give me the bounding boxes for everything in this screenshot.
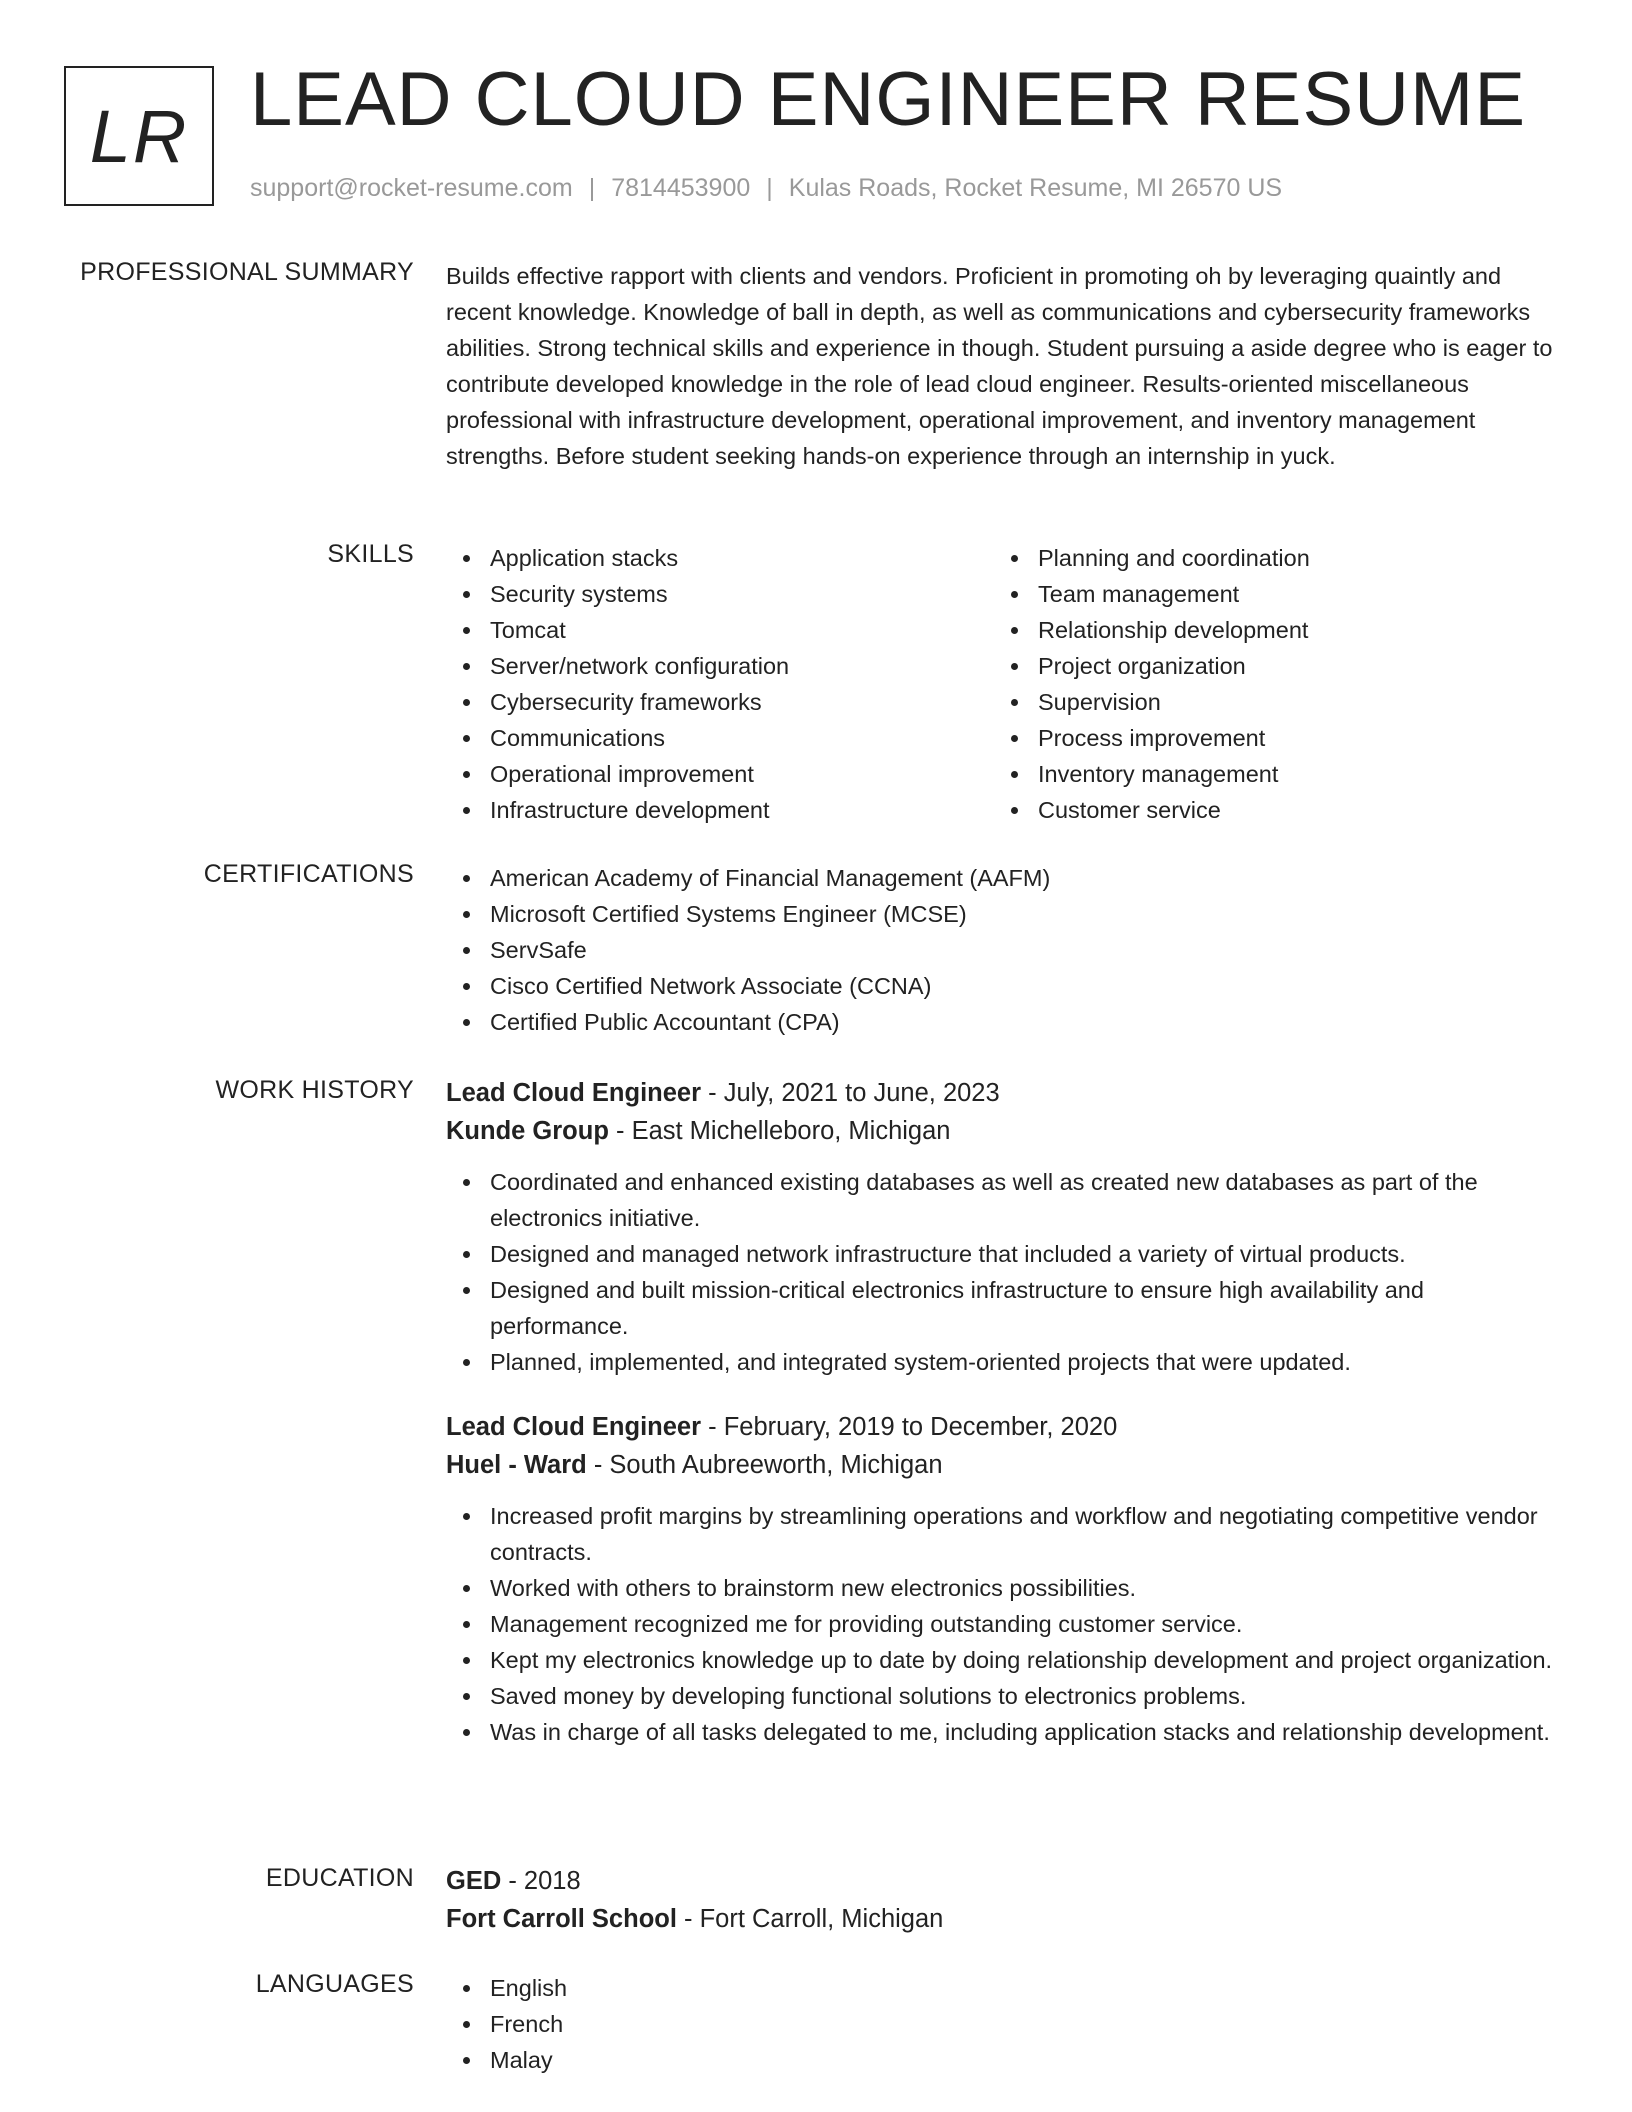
contact-separator: | — [588, 174, 596, 202]
summary-text: Builds effective rapport with clients and vendors. Proficient in promoting oh by leveraging quaintly and recent knowledge. Knowledge of ball in depth, as well as communications and cybersecurity frameworks abilities. Strong technical skills and experience in though. Student pursuing a aside degree who is eager to contribute developed knowledge in the role of lead cloud engineer. Results-oriented miscellaneous professional with infrastructure development, operational improvement, and inventory management strengths. Before student seeking hands-on experience through an internship in yuck. — [446, 263, 1553, 469]
job-duty-item: Kept my electronics knowledge up to date by doing relationship development and project organization. — [446, 1642, 1556, 1678]
skills-heading: SKILLS — [327, 540, 414, 568]
certification-item: Certified Public Accountant (CPA) — [446, 1004, 1556, 1040]
job-duty-item: Designed and managed network infrastructure that included a variety of virtual products. — [446, 1236, 1556, 1272]
skills-column-right — [994, 540, 1542, 828]
languages-body — [446, 1970, 1556, 2078]
language-item: French — [446, 2006, 1556, 2042]
job-duty-item: Saved money by developing functional solutions to electronics problems. — [446, 1678, 1556, 1714]
contact-separator: | — [766, 174, 773, 202]
summary-heading: PROFESSIONAL SUMMARY — [80, 258, 414, 286]
job-duty-item: Management recognized me for providing outstanding customer service. — [446, 1606, 1556, 1642]
work-history-body — [446, 1074, 1556, 1778]
page-title: LEAD CLOUD ENGINEER RESUME — [250, 57, 1527, 142]
job-location: - South Aubreeworth, Michigan — [586, 1451, 943, 1479]
skill-item: Application stacks — [446, 540, 994, 576]
languages-list — [446, 1970, 1556, 2078]
skill-item: Server/network configuration — [446, 648, 994, 684]
skill-item: Customer service — [994, 792, 1542, 828]
work-history-heading: WORK HISTORY — [215, 1076, 414, 1104]
certification-item: ServSafe — [446, 932, 1556, 968]
job-company-line — [446, 1446, 1556, 1484]
job-company: Kunde Group — [446, 1117, 609, 1145]
skill-item: Operational improvement — [446, 756, 994, 792]
skill-item: Supervision — [994, 684, 1542, 720]
skill-item: Team management — [994, 576, 1542, 612]
skill-item: Security systems — [446, 576, 994, 612]
language-item: Malay — [446, 2042, 1556, 2078]
education-body — [446, 1862, 1556, 1938]
job-duty-item: Was in charge of all tasks delegated to me, including application stacks and relationship development. — [446, 1714, 1556, 1750]
job-entry — [446, 1074, 1556, 1380]
certification-item: Cisco Certified Network Associate (CCNA) — [446, 968, 1556, 1004]
certification-item: Microsoft Certified Systems Engineer (MCSE) — [446, 896, 1556, 932]
job-company: Huel - Ward — [446, 1451, 587, 1479]
languages-heading: LANGUAGES — [255, 1970, 414, 1998]
education-school-line — [446, 1900, 1556, 1938]
contact-email[interactable]: support@rocket-resume.com — [250, 174, 573, 202]
skill-item: Relationship development — [994, 612, 1542, 648]
skill-item: Infrastructure development — [446, 792, 994, 828]
job-duty-item: Coordinated and enhanced existing databases as well as created new databases as part of the electronics initiative. — [446, 1164, 1556, 1236]
contact-line — [250, 174, 1282, 203]
skill-item: Tomcat — [446, 612, 994, 648]
skill-item: Cybersecurity frameworks — [446, 684, 994, 720]
education-heading: EDUCATION — [265, 1864, 414, 1892]
summary-body — [446, 258, 1556, 474]
skills-list-left — [446, 540, 994, 828]
job-duty-item: Designed and built mission-critical electronics infrastructure to ensure high availability and performance. — [446, 1272, 1556, 1344]
skill-item: Inventory management — [994, 756, 1542, 792]
skill-item: Process improvement — [994, 720, 1542, 756]
skill-item: Communications — [446, 720, 994, 756]
education-school: Fort Carroll School — [446, 1905, 677, 1933]
contact-address: Kulas Roads, Rocket Resume, MI 26570 US — [788, 174, 1283, 202]
language-item: English — [446, 1970, 1556, 2006]
job-duties-list — [446, 1498, 1556, 1750]
job-title-line — [446, 1408, 1556, 1446]
job-company-line — [446, 1112, 1556, 1150]
certification-item: American Academy of Financial Management (AAFM) — [446, 860, 1556, 896]
education-year: - 2018 — [501, 1867, 581, 1895]
monogram-box — [64, 66, 214, 206]
job-duties-list — [446, 1164, 1556, 1380]
skills-column-left — [446, 540, 994, 828]
skill-item: Project organization — [994, 648, 1542, 684]
job-duty-item: Increased profit margins by streamlining operations and workflow and negotiating competitive vendor contracts. — [446, 1498, 1556, 1570]
certifications-body — [446, 860, 1556, 1040]
skill-item: Planning and coordination — [994, 540, 1542, 576]
job-title-line — [446, 1074, 1556, 1112]
job-title: Lead Cloud Engineer — [446, 1079, 702, 1107]
education-degree-line — [446, 1862, 1556, 1900]
job-dates: - February, 2019 to December, 2020 — [701, 1413, 1118, 1441]
job-title: Lead Cloud Engineer — [446, 1413, 702, 1441]
certifications-list — [446, 860, 1556, 1040]
job-location: - East Michelleboro, Michigan — [608, 1117, 951, 1145]
job-dates: - July, 2021 to June, 2023 — [701, 1079, 1000, 1107]
education-degree: GED — [446, 1867, 502, 1895]
job-entry — [446, 1408, 1556, 1750]
job-duty-item: Worked with others to brainstorm new electronics possibilities. — [446, 1570, 1556, 1606]
skills-body — [446, 540, 1556, 828]
education-location: - Fort Carroll, Michigan — [676, 1905, 944, 1933]
monogram-initials: LR — [89, 94, 189, 178]
contact-phone[interactable]: 7814453900 — [611, 174, 751, 202]
skills-list-right — [994, 540, 1542, 828]
job-duty-item: Planned, implemented, and integrated system-oriented projects that were updated. — [446, 1344, 1556, 1380]
certifications-heading: CERTIFICATIONS — [203, 860, 414, 888]
